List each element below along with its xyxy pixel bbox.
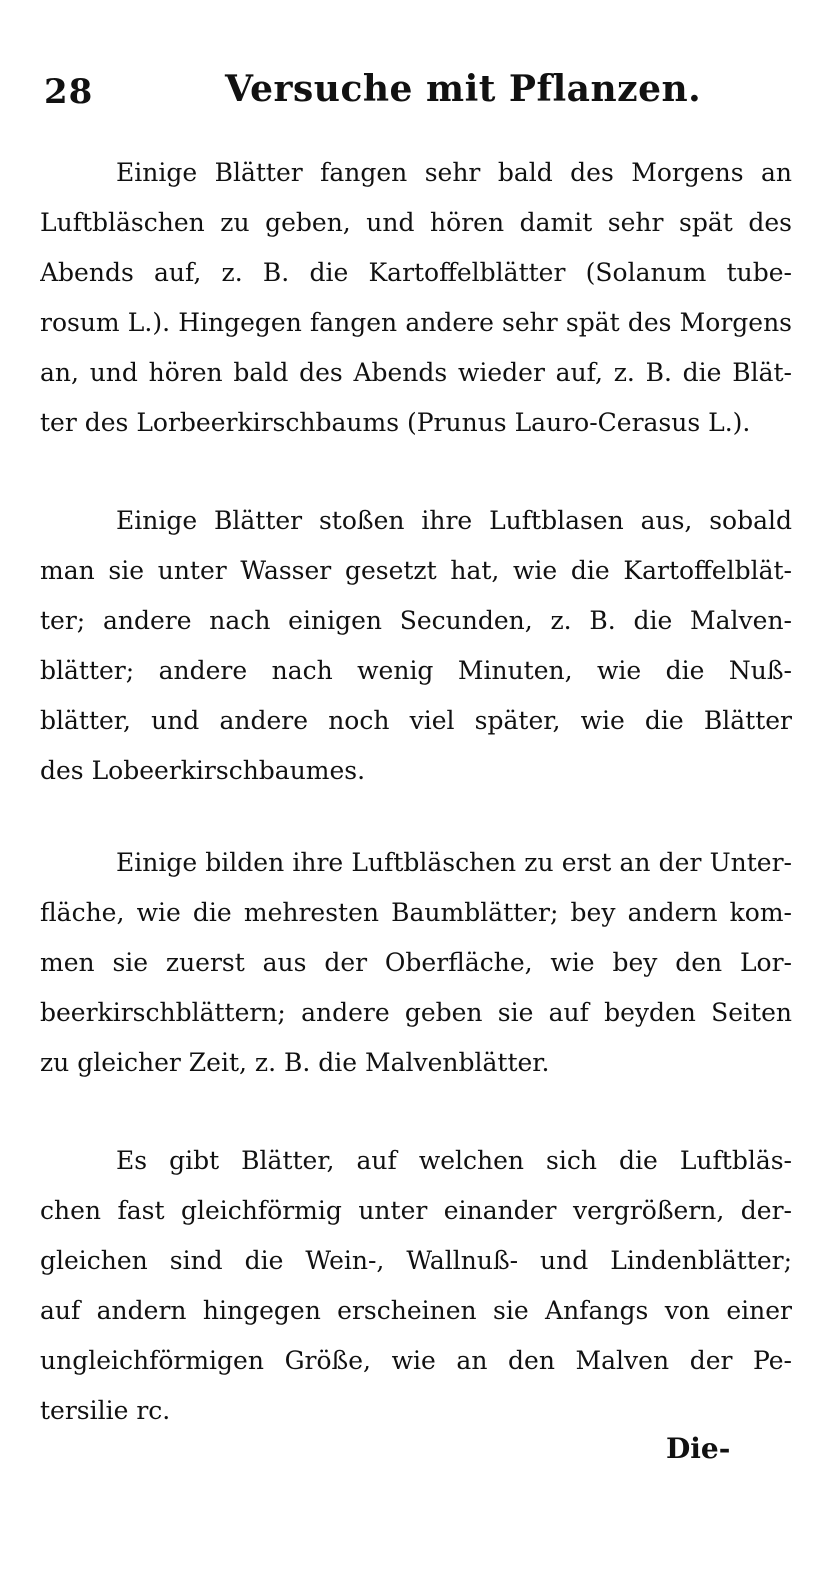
text-line: man sie unter Wasser gesetzt hat, wie die Kartoffelblät- [40,556,792,585]
text-line: men sie zuerst aus der Oberfläche, wie bey den Lor- [40,948,792,977]
paragraph-4 [40,1136,792,1436]
text-line: ungleichförmigen Größe, wie an den Malven der Pe- [40,1346,792,1375]
text-line: ter des Lorbeerkirschbaums (Prunus Lauro-Cerasus L.). [40,408,751,437]
text-line: Es gibt Blätter, auf welchen sich die Luftbläs- [116,1146,792,1175]
text-line: blätter, und andere noch viel später, wie die Blätter [40,706,792,735]
catchword: Die- [666,1432,731,1465]
text-line: chen fast gleichförmig unter einander vergrößern, der- [40,1196,792,1225]
text-line: zu gleicher Zeit, z. B. die Malvenblätter. [40,1048,550,1077]
text-line: rosum L.). Hingegen fangen andere sehr spät des Morgens [40,308,792,337]
paragraph-3 [40,838,792,1088]
paragraph-2 [40,496,792,796]
text-line: Einige Blätter stoßen ihre Luftblasen aus, sobald [116,506,792,535]
running-title: Versuche mit Pflanzen. [225,68,702,110]
text-line: blätter; andere nach wenig Minuten, wie die Nuß- [40,656,792,685]
text-line: des Lobeerkirschbaumes. [40,756,366,785]
text-line: fläche, wie die mehresten Baumblätter; bey andern kom- [40,898,792,927]
page-number: 28 [44,72,94,112]
text-line: gleichen sind die Wein-, Wallnuß- und Lindenblätter; [40,1246,792,1275]
text-line: Abends auf, z. B. die Kartoffelblätter (Solanum tube- [40,258,792,287]
text-line: Luftbläschen zu geben, und hören damit sehr spät des [40,208,792,237]
text-line: tersilie rc. [40,1396,171,1425]
text-line: beerkirschblättern; andere geben sie auf beyden Seiten [40,998,792,1027]
paragraph-1 [40,148,792,448]
text-line: an, und hören bald des Abends wieder auf, z. B. die Blät- [40,358,792,387]
text-line: ter; andere nach einigen Secunden, z. B. die Malven- [40,606,792,635]
text-line: Einige Blätter fangen sehr bald des Morgens an [116,158,792,187]
text-line: Einige bilden ihre Luftbläschen zu erst an der Unter- [116,848,792,877]
text-line: auf andern hingegen erscheinen sie Anfangs von einer [40,1296,792,1325]
